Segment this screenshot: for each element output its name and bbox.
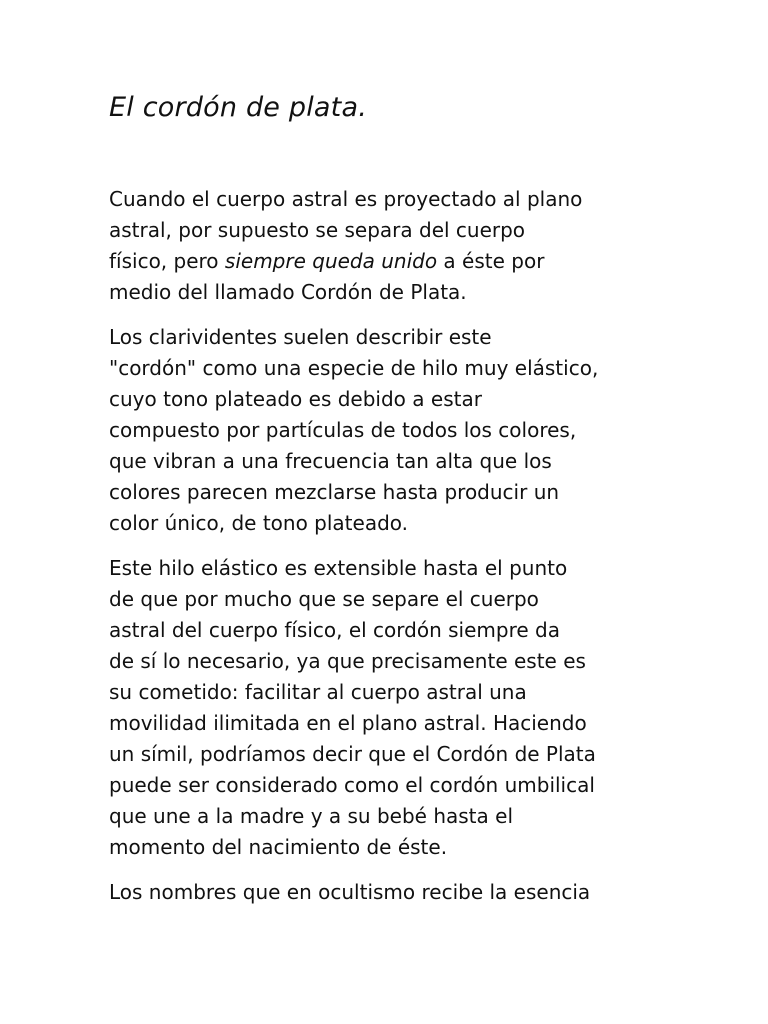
document-body <box>109 184 639 922</box>
paragraph-text: a éste por <box>437 249 545 273</box>
document-title: El cordón de plata. <box>109 92 367 123</box>
paragraph-2 <box>109 322 639 539</box>
emphasized-text: siempre queda unido <box>224 249 438 273</box>
paragraph-line: astral, por supuesto se separa del cuerpo <box>109 218 526 242</box>
paragraph-line: astral del cuerpo físico, el cordón siempre da <box>109 618 560 642</box>
paragraph-line: un símil, podríamos decir que el Cordón de Plata <box>109 742 596 766</box>
paragraph-line: que une a la madre y a su bebé hasta el <box>109 804 513 828</box>
paragraph-text: físico, pero <box>109 249 225 273</box>
paragraph-3 <box>109 553 639 863</box>
paragraph-line: color único, de tono plateado. <box>109 511 409 535</box>
paragraph-line: medio del llamado Cordón de Plata. <box>109 280 467 304</box>
paragraph-line: de sí lo necesario, ya que precisamente este es <box>109 649 586 673</box>
paragraph-line: cuyo tono plateado es debido a estar <box>109 387 482 411</box>
paragraph-line: colores parecen mezclarse hasta producir un <box>109 480 560 504</box>
paragraph-line: movilidad ilimitada en el plano astral. Haciendo <box>109 711 587 735</box>
paragraph-line: que vibran a una frecuencia tan alta que los <box>109 449 552 473</box>
paragraph-line: Este hilo elástico es extensible hasta el punto <box>109 556 568 580</box>
paragraph-line: "cordón" como una especie de hilo muy elástico, <box>109 356 599 380</box>
paragraph-1 <box>109 184 639 308</box>
paragraph-line <box>109 246 639 277</box>
paragraph-line: momento del nacimiento de éste. <box>109 835 448 859</box>
paragraph-line: compuesto por partículas de todos los colores, <box>109 418 577 442</box>
paragraph-line: su cometido: facilitar al cuerpo astral una <box>109 680 527 704</box>
paragraph-line: Cuando el cuerpo astral es proyectado al plano <box>109 187 583 211</box>
paragraph-line: puede ser considerado como el cordón umbilical <box>109 773 595 797</box>
paragraph-4 <box>109 877 639 908</box>
paragraph-line: Los nombres que en ocultismo recibe la esencia <box>109 880 591 904</box>
paragraph-line: de que por mucho que se separe el cuerpo <box>109 587 539 611</box>
paragraph-line: Los clarividentes suelen describir este <box>109 325 492 349</box>
